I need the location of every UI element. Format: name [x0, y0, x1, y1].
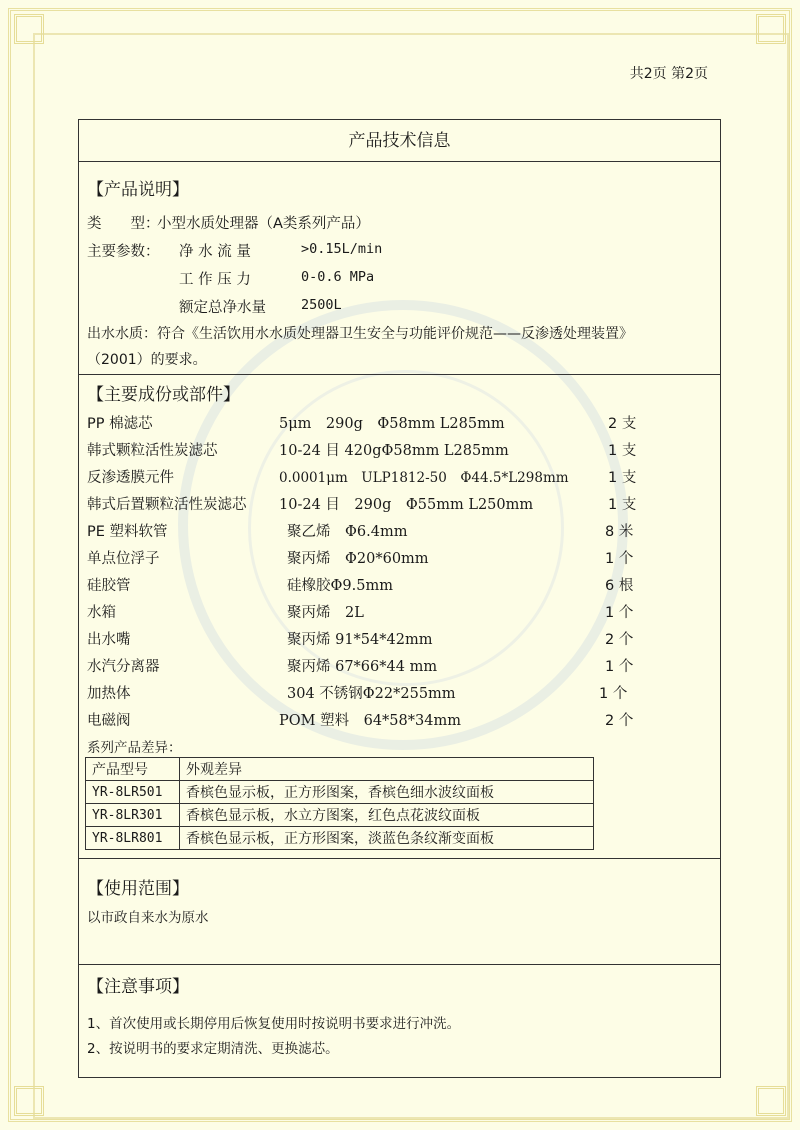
- border-corner: [14, 1086, 44, 1116]
- model-cell: YR-8LR501: [86, 781, 180, 804]
- component-spec: 304 不锈钢Φ22*255mm: [287, 686, 456, 702]
- component-spec: 聚丙烯 2L: [287, 605, 364, 621]
- component-qty: 2 个: [605, 713, 634, 729]
- component-name: PP 棉滤芯: [87, 416, 153, 432]
- component-name: 加热体: [87, 686, 131, 702]
- table-header-row: [86, 758, 594, 781]
- component-qty: 2 支: [608, 416, 637, 432]
- desc-cell: 香槟色显示板，水立方图案，红色点花波纹面板: [180, 804, 594, 827]
- component-spec: POM 塑料 64*58*34mm: [279, 713, 461, 729]
- param-value: >0.15L/min: [301, 241, 383, 257]
- param-name: 净 水 流 量: [179, 244, 251, 260]
- params-label: 主要参数：: [87, 244, 160, 260]
- border-corner: [756, 14, 786, 44]
- component-qty: 1 支: [608, 497, 637, 513]
- page-title: 产品技术信息: [79, 120, 720, 162]
- component-name: 单点位浮子: [87, 551, 160, 567]
- series-diff-label: 系列产品差异：: [87, 740, 182, 756]
- column-header: 外观差异: [180, 758, 594, 781]
- type-value: 小型水质处理器（A类系列产品）: [157, 216, 370, 232]
- note-item: 2、按说明书的要求定期清洗、更换滤芯。: [87, 1041, 339, 1057]
- component-spec: 聚乙烯 Φ6.4mm: [287, 524, 408, 540]
- component-qty: 1 支: [608, 443, 637, 459]
- usage-text: 以市政自来水为原水: [87, 910, 209, 926]
- desc-cell: 香槟色显示板，正方形图案，香槟色细水波纹面板: [180, 781, 594, 804]
- component-qty: 6 根: [605, 578, 634, 594]
- water-quality-text: （2001）的要求。: [87, 352, 207, 368]
- component-name: 反渗透膜元件: [87, 470, 174, 486]
- component-name: 出水嘴: [87, 632, 131, 648]
- component-spec: 5μm 290g Φ58mm L285mm: [279, 416, 505, 432]
- water-quality-text: 出水水质：符合《生活饮用水水质处理器卫生安全与功能评价规范——反渗透处理装置》: [87, 326, 633, 342]
- section-divider: [79, 374, 720, 375]
- border-corner: [14, 14, 44, 44]
- component-qty: 8 米: [605, 524, 634, 540]
- usage-heading: 【使用范围】: [87, 879, 189, 899]
- product-description-heading: 【产品说明】: [87, 180, 189, 200]
- component-spec: 聚丙烯 91*54*42mm: [287, 632, 433, 648]
- component-spec: 硅橡胶Φ9.5mm: [287, 578, 393, 594]
- tech-info-sheet: [78, 119, 721, 1078]
- component-spec: 聚丙烯 67*66*44 mm: [287, 659, 438, 675]
- component-qty: 1 个: [605, 551, 634, 567]
- component-qty: 1 个: [605, 659, 634, 675]
- component-spec: 聚丙烯 Φ20*60mm: [287, 551, 429, 567]
- section-divider: [79, 858, 720, 859]
- component-spec: 0.0001μm ULP1812-50 Φ44.5*L298mm: [279, 470, 569, 486]
- section-divider: [79, 964, 720, 965]
- param-value: 0-0.6 MPa: [301, 269, 375, 285]
- note-item: 1、首次使用或长期停用后恢复使用时按说明书要求进行冲洗。: [87, 1016, 461, 1032]
- table-row: [86, 827, 594, 850]
- desc-cell: 香槟色显示板，正方形图案，淡蓝色条纹渐变面板: [180, 827, 594, 850]
- border-corner: [756, 1086, 786, 1116]
- component-qty: 1 个: [605, 605, 634, 621]
- notes-heading: 【注意事项】: [87, 977, 189, 997]
- column-header: 产品型号: [86, 758, 180, 781]
- component-name: 韩式后置颗粒活性炭滤芯: [87, 497, 247, 513]
- model-cell: YR-8LR801: [86, 827, 180, 850]
- type-label: 类 型：: [87, 216, 160, 232]
- param-name: 额定总净水量: [179, 300, 266, 316]
- component-qty: 1 支: [608, 470, 637, 486]
- table-row: [86, 781, 594, 804]
- component-name: 韩式颗粒活性炭滤芯: [87, 443, 218, 459]
- table-row: [86, 804, 594, 827]
- component-spec: 10-24 目 420gΦ58mm L285mm: [279, 443, 509, 459]
- component-qty: 2 个: [605, 632, 634, 648]
- param-name: 工 作 压 力: [179, 272, 251, 288]
- component-name: 水箱: [87, 605, 116, 621]
- components-heading: 【主要成份或部件】: [87, 385, 240, 405]
- param-value: 2500L: [301, 297, 342, 313]
- component-qty: 1 个: [599, 686, 628, 702]
- page-count: 共2页 第2页: [629, 66, 708, 82]
- component-name: 水汽分离器: [87, 659, 160, 675]
- component-name: 硅胶管: [87, 578, 131, 594]
- component-name: PE 塑料软管: [87, 524, 168, 540]
- component-spec: 10-24 目 290g Φ55mm L250mm: [279, 497, 534, 513]
- series-diff-table: [85, 757, 594, 850]
- component-name: 电磁阀: [87, 713, 131, 729]
- model-cell: YR-8LR301: [86, 804, 180, 827]
